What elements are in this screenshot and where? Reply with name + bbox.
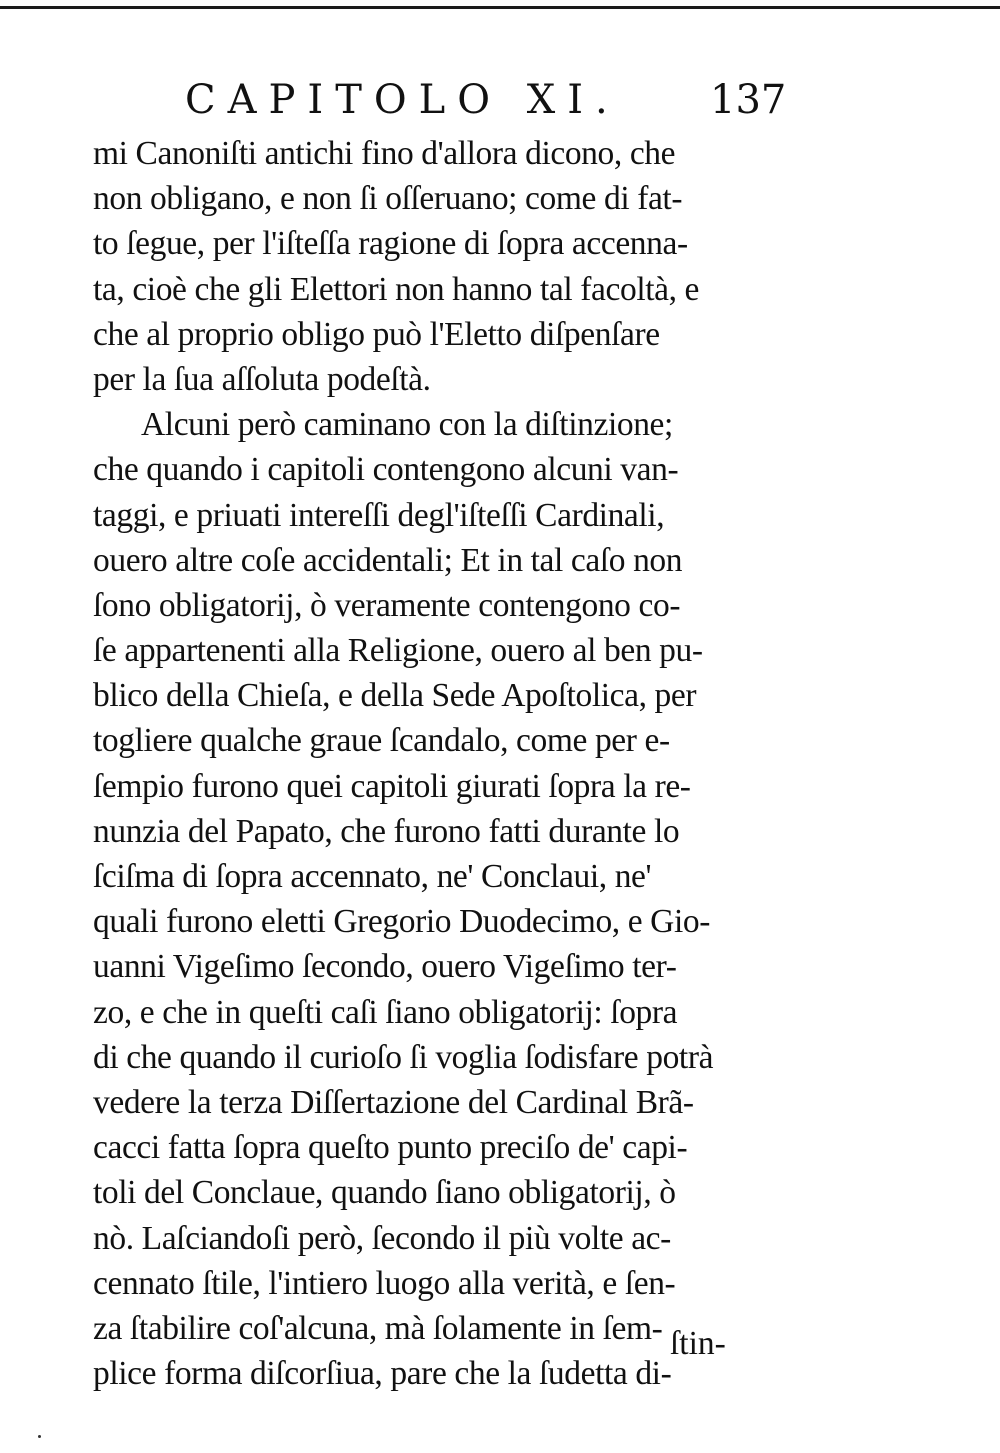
text-line: nunzia del Papato, che furono fatti durante lo [93,812,680,850]
text-line: ouero altre coſe accidentali; Et in tal caſo non [93,541,683,579]
paragraph-first-line: Alcuni però caminano con la diſtinzione; [141,406,673,444]
text-line: plice forma diſcorſiua, pare che la ſudetta di- [93,1355,672,1393]
ink-speck [38,1435,41,1438]
text-line: ſono obligatorij, ò veramente contengono co- [93,586,681,624]
text-line: ſempio furono quei capitoli giurati ſopra la re- [93,767,691,805]
text-line: di che quando il curioſo ſi voglia ſodisfare potrà [93,1038,714,1076]
text-line: za ſtabilire coſ'alcuna, mà ſolamente in ſem- [93,1309,663,1347]
text-line: toli del Conclaue, quando ſiano obligatorij, ò [93,1174,676,1212]
text-line: mi Canoniſti antichi fino d'allora dicono, che [93,135,676,172]
catchword: ſtin- [670,1325,726,1362]
text-line: vedere la terza Diſſertazione del Cardinal Brã- [93,1083,694,1121]
text-line: cacci fatta ſopra queſto punto preciſo de' capi- [93,1129,688,1167]
running-title: CAPITOLO XI. [185,77,620,123]
top-border-rule [0,6,1000,9]
body-text [93,131,793,1396]
text-line: togliere qualche graue ſcandalo, come per e- [93,722,670,760]
text-line: blico della Chieſa, e della Sede Apoſtolica, per [93,677,697,715]
text-line: ta, cioè che gli Elettori non hanno tal facoltà, e [93,270,700,308]
text-line: per la ſua aſſoluta podeſtà. [93,360,431,398]
text-line: to ſegue, per l'iſteſſa ragione di ſopra accenna- [93,225,688,263]
text-line: nò. Laſciandoſi però, ſecondo il più volte ac- [93,1219,671,1257]
text-line: quali furono eletti Gregorio Duodecimo, e Gio- [93,903,710,941]
text-line: uanni Vigeſimo ſecondo, ouero Vigeſimo ter- [93,948,677,986]
text-line: cennato ſtile, l'intiero luogo alla verità, e ſen- [93,1264,676,1302]
text-line: che al proprio obligo può l'Eletto diſpenſare [93,315,660,353]
text-line: ſciſma di ſopra accennato, ne' Conclaui, ne' [93,858,652,895]
text-line: ſe appartenenti alla Religione, ouero al ben pu- [93,632,703,670]
text-line: non obligano, e non ſi oſſeruano; come di fat- [93,180,683,218]
page-number: 137 [710,77,787,123]
text-line: che quando i capitoli contengono alcuni van- [93,451,679,489]
text-line: zo, e che in queſti caſi ſiano obligatorij: ſopra [93,993,678,1031]
page-header [0,72,1000,128]
text-line: taggi, e priuati intereſſi degl'iſteſſi Cardinali, [93,496,665,534]
